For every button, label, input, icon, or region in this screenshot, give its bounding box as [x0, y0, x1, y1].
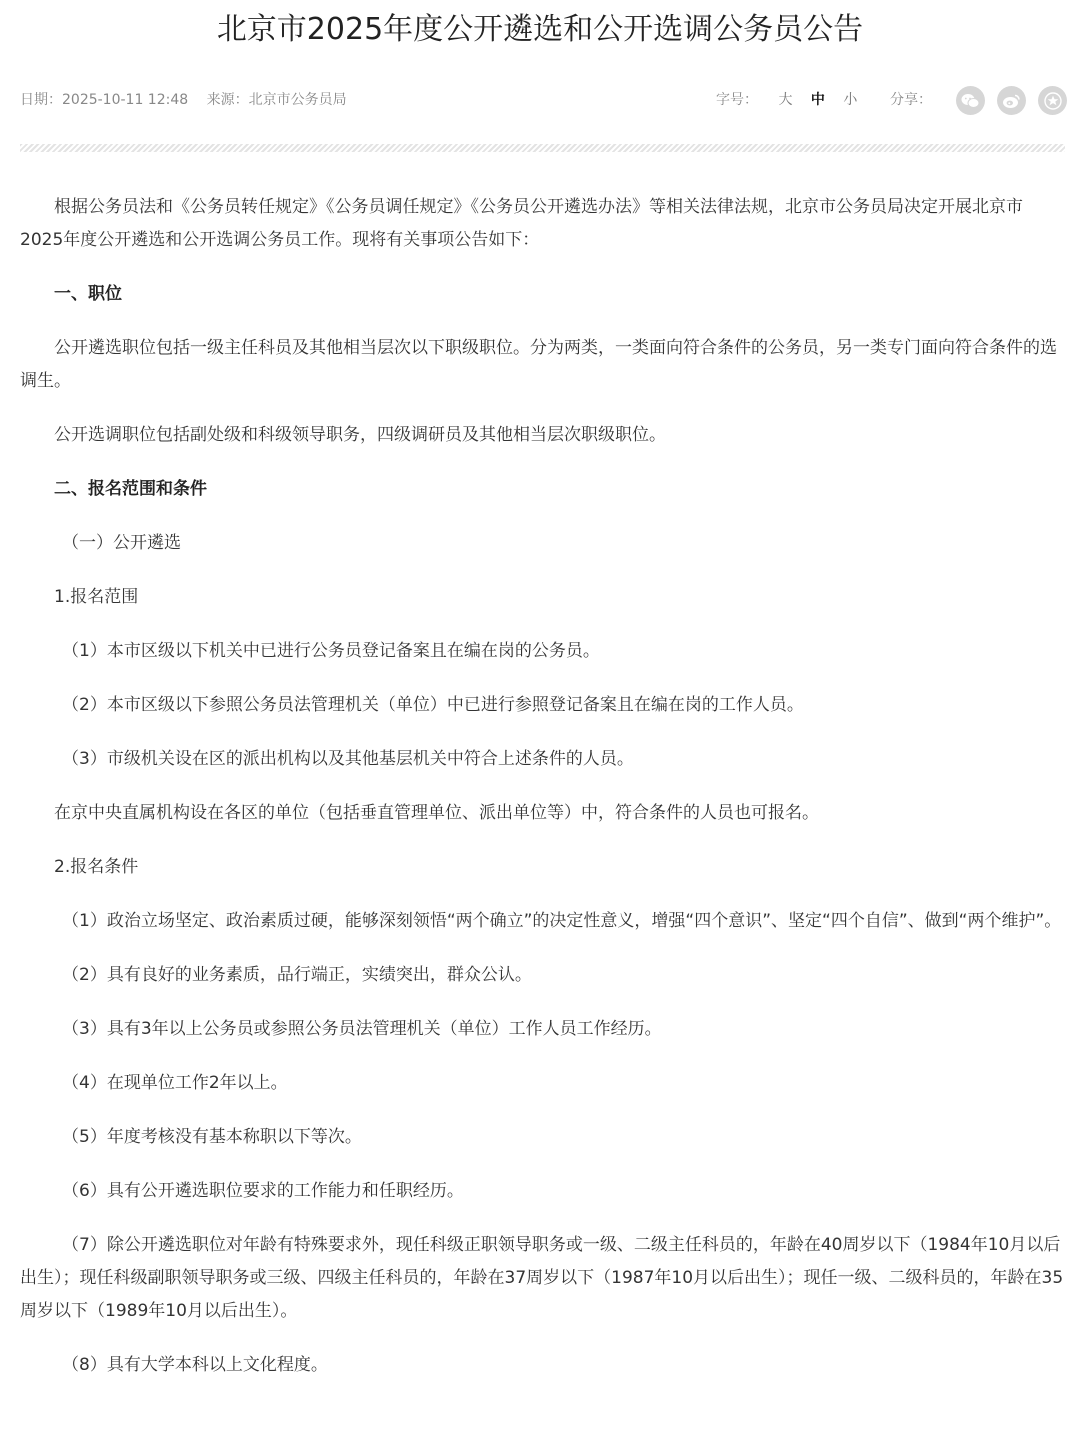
star-icon[interactable]	[1038, 86, 1067, 115]
article-body	[20, 191, 1065, 1403]
scope-item: （3）市级机关设在区的派出机构以及其他基层机关中符合上述条件的人员。	[62, 749, 634, 769]
condition-item: （1）政治立场坚定、政治素质过硬，能够深刻领悟“两个确立”的决定性意义，增强“四个意识”、坚定“四个自信”、做到“两个维护”。	[62, 911, 1062, 931]
condition-item: （7）除公开遴选职位对年龄有特殊要求外，现任科级正职领导职务或一级、二级主任科员的，年龄在40周岁以下（1984年10月以后出生）；现任科级副职领导职务或三级、四级主任科员的，年龄在37周岁以下（1987年10月以后出生）；现任一级、二级科员的，年龄在35周岁以下（1989年10月以后出生）。	[20, 1235, 1064, 1321]
section-heading-positions: 一、职位	[54, 284, 122, 304]
share-label: 分享：	[890, 92, 932, 108]
condition-item: （8）具有大学本科以上文化程度。	[62, 1355, 328, 1375]
scope-item: （1）本市区级以下机关中已进行公务员登记备案且在编在岗的公务员。	[62, 641, 600, 661]
article-title: 北京市2025年度公开遴选和公开选调公务员公告	[216, 12, 864, 47]
paragraph-transfer-positions: 公开遴选职位包括一级主任科员及其他相当层次以下职级职位。分为两类，一类面向符合条件的公务员，另一类专门面向符合条件的选调生。	[20, 338, 1057, 391]
paragraph-selection-positions: 公开选调职位包括副处级和科级领导职务，四级调研员及其他相当层次职级职位。	[54, 425, 666, 445]
subheading-public-transfer: （一）公开遴选	[62, 533, 181, 553]
scope-item: （2）本市区级以下参照公务员法管理机关（单位）中已进行参照登记备案且在编在岗的工作人员。	[62, 695, 804, 715]
condition-item: （3）具有3年以上公务员或参照公务员法管理机关（单位）工作人员工作经历。	[62, 1019, 662, 1039]
condition-item: （6）具有公开遴选职位要求的工作能力和任职经历。	[62, 1181, 464, 1201]
scope-note: 在京中央直属机构设在各区的单位（包括垂直管理单位、派出单位等）中，符合条件的人员也可报名。	[54, 803, 819, 823]
condition-item: （2）具有良好的业务素质，品行端正，实绩突出，群众公认。	[62, 965, 532, 985]
font-size-small-button[interactable]: 小	[843, 92, 858, 108]
font-size-medium-button[interactable]: 中	[810, 92, 825, 108]
section-heading-eligibility: 二、报名范围和条件	[54, 479, 207, 499]
weibo-icon[interactable]	[997, 86, 1026, 115]
intro-paragraph: 根据公务员法和《公务员转任规定》《公务员调任规定》《公务员公开遴选办法》等相关法律法规，北京市公务员局决定开展北京市2025年度公开遴选和公开选调公务员工作。现将有关事项公告如下：	[20, 197, 1023, 250]
font-size-large-button[interactable]: 大	[778, 92, 793, 108]
article-source: 来源：北京市公务员局	[206, 92, 347, 108]
article-meta	[20, 89, 361, 109]
subheading-scope: 1.报名范围	[54, 587, 139, 607]
publish-date: 日期：2025-10-11 12:48	[20, 92, 189, 108]
wechat-icon[interactable]	[956, 86, 985, 115]
condition-item: （4）在现单位工作2年以上。	[62, 1073, 288, 1093]
subheading-conditions: 2.报名条件	[54, 857, 139, 877]
font-size-control	[716, 89, 871, 109]
condition-item: （5）年度考核没有基本称职以下等次。	[62, 1127, 362, 1147]
hatched-divider	[20, 144, 1065, 152]
article-meta-bar	[20, 86, 1065, 112]
share-icons	[956, 86, 1067, 115]
font-size-label: 字号：	[716, 92, 758, 108]
